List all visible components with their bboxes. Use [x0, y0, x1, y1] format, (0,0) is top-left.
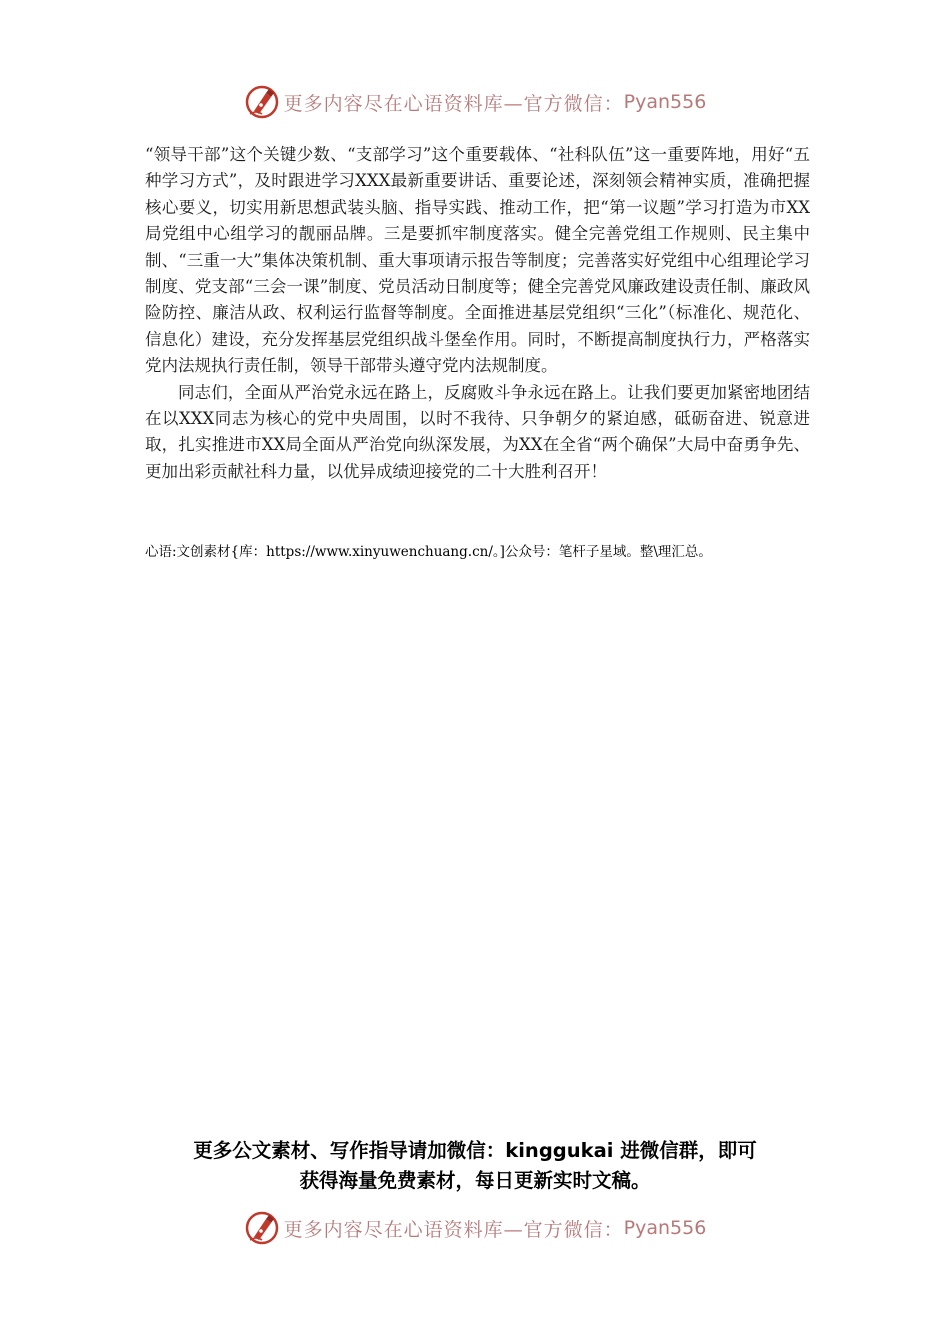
header-banner: [0, 80, 950, 124]
promo-line: 获得海量免费素材，每日更新实时文稿。: [299, 1169, 651, 1192]
footer-banner: [0, 1206, 950, 1250]
source-note: 心语:文创素材{库：https://www.xinyuwenchuang.cn/。]公众号：笔杆子星域。整\理汇总。: [145, 544, 712, 560]
footer-banner-contact: Pyan556: [623, 1217, 707, 1239]
header-banner-text: 更多内容尽在心语资料库—官方微信：: [283, 92, 624, 115]
body-paragraph: 同志们，全面从严治党永远在路上，反腐败斗争永远在路上。让我们要更加紧密地团结在以XXX同志为核心的党中央周围，以时不我待、只争朝夕的紧迫感，砥砺奋进、锐意进取，扎实推进市XX局全面从严治党向纵深发展，为XX在全省“两个确保”大局中奋勇争先、更加出彩贡献社科力量，以优异成绩迎接党的二十大胜利召开！: [145, 382, 810, 481]
document-body: [145, 142, 810, 485]
header-banner-contact: Pyan556: [623, 91, 707, 113]
pen-nib-logo-icon: [244, 1210, 280, 1246]
promo-line: 更多公文素材、写作指导请加微信：kinggukai 进微信群，即可: [193, 1139, 757, 1162]
body-paragraph: “领导干部”这个关键少数、“支部学习”这个重要载体、“社科队伍”这一重要阵地，用好“五种学习方式”，及时跟进学习XXX最新重要讲话、重要论述，深刻领会精神实质，准确把握核心要义，切实用新思想武装头脑、指导实践、推动工作，把“第一议题”学习打造为市XX局党组中心组学习的靓丽品牌。三是要抓牢制度落实。健全完善党组工作规则、民主集中制、“三重一大”集体决策机制、重大事项请示报告等制度；完善落实好党组中心组理论学习制度、党支部“三会一课”制度、党员活动日制度等；健全完善党风廉政建设责任制、廉政风险防控、廉洁从政、权利运行监督等制度。全面推进基层党组织“三化”（标准化、规范化、信息化）建设，充分发挥基层党组织战斗堡垒作用。同时，不断提高制度执行力，严格落实党内法规执行责任制，领导干部带头遵守党内法规制度。: [145, 145, 810, 376]
pen-nib-logo-icon: [244, 84, 280, 120]
promo-block: [0, 1136, 950, 1196]
footer-banner-text: 更多内容尽在心语资料库—官方微信：: [283, 1218, 624, 1241]
